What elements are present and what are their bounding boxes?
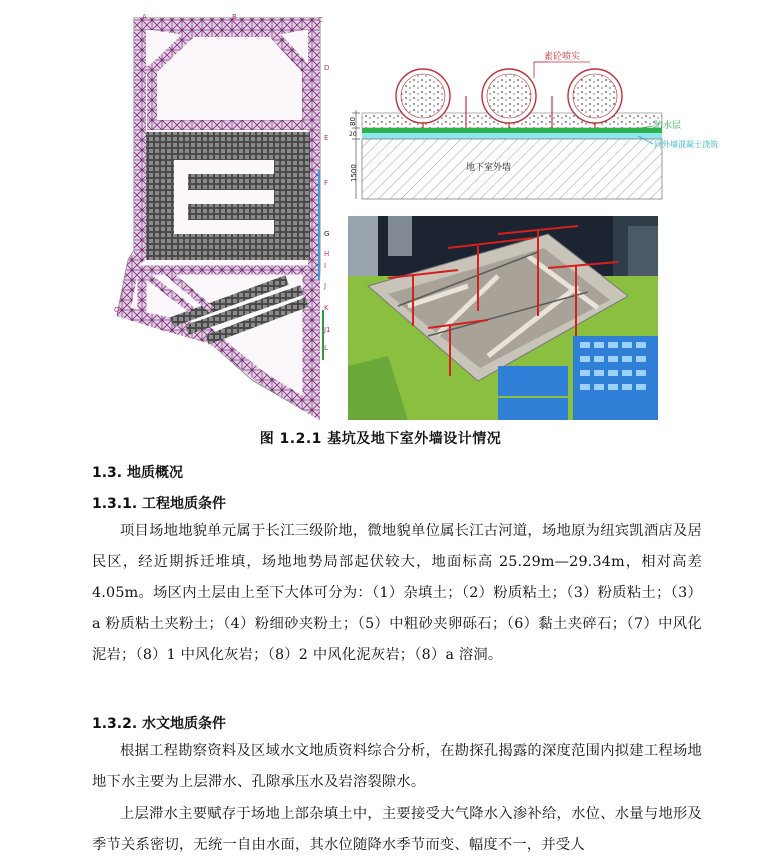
plan-label-g: G <box>324 230 330 238</box>
plan-label-f: F <box>324 179 329 187</box>
plan-label-e: E <box>324 134 329 142</box>
plan-label-q: Q <box>114 306 120 314</box>
section-heading-1-3-1: 1.3.1. 工程地质条件 <box>92 496 227 512</box>
plan-label-l: L <box>324 344 328 352</box>
plan-label-j: J <box>324 282 327 290</box>
plan-label-c: C <box>318 16 323 24</box>
wall-label: 地下室外墙 <box>466 163 512 173</box>
plan-label-i: I <box>324 262 327 270</box>
plan-label-b: B <box>232 13 237 21</box>
plan-label-j1: J1 <box>324 326 331 334</box>
plan-label-k: K <box>324 304 329 312</box>
waterproof-label: 防水层 <box>654 121 682 131</box>
dim-80: 80 <box>349 117 357 126</box>
dim-1500: 1500 <box>350 164 358 182</box>
section-heading-1-3-2: 1.3.2. 水文地质条件 <box>92 716 227 732</box>
hydrogeology-paragraph-1: 根据工程勘察资料及区域水文地质资料综合分析，在勘探孔揭露的深度范围内拟建工程场地地下水主要为上层滞水、孔隙承压水及岩溶裂隙水。 <box>92 743 702 790</box>
pit-3d-render-figure <box>348 216 658 420</box>
outer-wall-section-figure <box>348 48 748 208</box>
figure-caption: 图 1.2.1 基坑及地下室外墙设计情况 <box>259 431 502 447</box>
engineering-geology-paragraph: 项目场地地貌单元属于长江三级阶地，微地貌单位属长江古河道，场地原为纽宾凯酒店及居民区，经近期拆迁堆填，场地地势局部起伏较大，地面标高 25.29m—29.34m，相对高差 4.05m。场区内土层由上至下大体可分为：（1）杂填土；（2）粉质粘土；（3）粉质粘土；（3）a 粉质粘土夹粉土；（4）粉细砂夹粉土；（5）中粗砂夹卵砾石；（6）黏土夹碎石；（7）中风化泥岩；（8）1 中风化灰岩；（8）2 中风化泥灰岩；（8）a 溶洞。 <box>92 523 702 663</box>
plan-label-a: A <box>142 13 147 21</box>
concrete-label: 素砼喷实 <box>544 52 581 62</box>
plan-label-d: D <box>324 64 330 72</box>
section-heading-1-3: 1.3. 地质概况 <box>92 465 183 481</box>
hydrogeology-paragraph-2: 上层滞水主要赋存于场地上部杂填土中，主要接受大气降水入渗补给，水位、水量与地形及季节关系密切，无统一自由水面，其水位随降水季节而变、幅度不一，并受人 <box>92 806 702 853</box>
plan-label-h: H <box>324 250 330 258</box>
foundation-pit-plan-figure <box>112 10 334 420</box>
dim-20: 20 <box>349 131 357 138</box>
formwork-label: 同外墙混凝土浇筑 <box>654 140 718 149</box>
